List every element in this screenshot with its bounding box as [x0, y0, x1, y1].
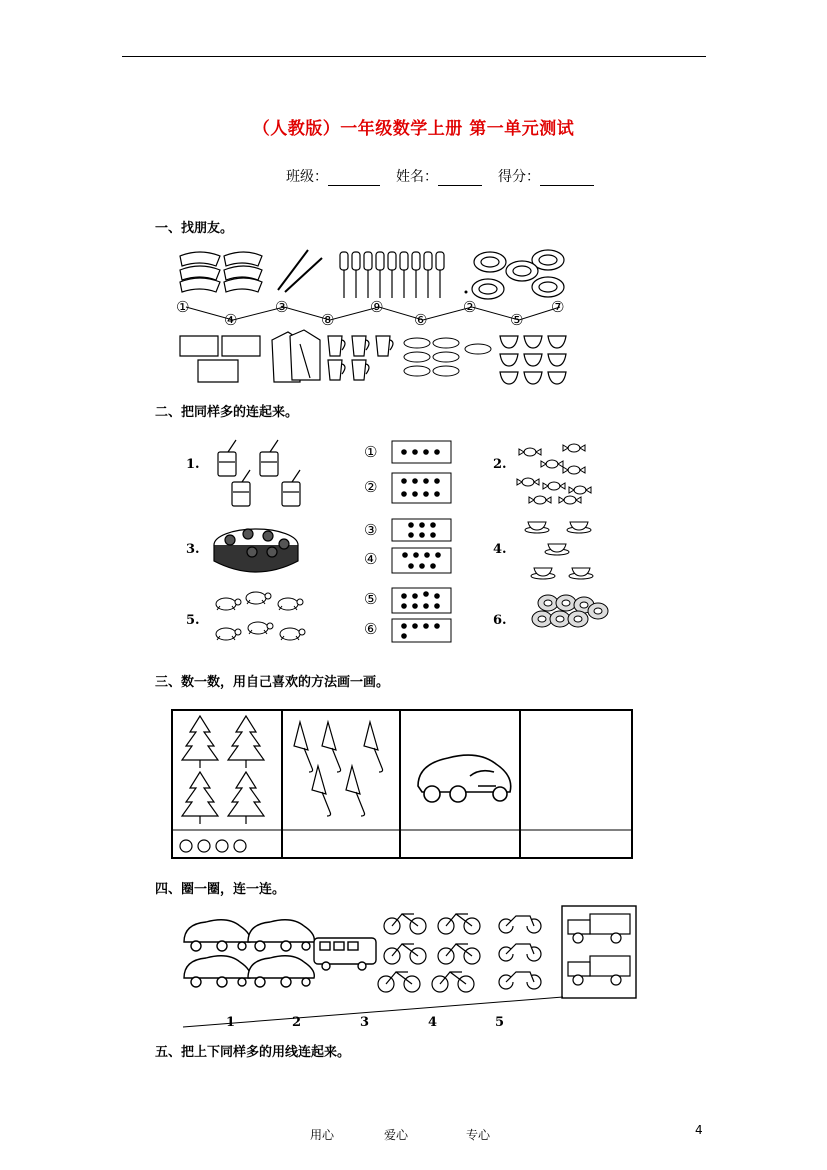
car-icon — [184, 920, 314, 987]
section-1-heading: 一、找朋友。 — [155, 221, 234, 236]
s2-box-label-5: ⑤ — [364, 590, 378, 608]
s4-number-5: 5 — [495, 1015, 505, 1030]
motorcycle-icon — [499, 916, 541, 989]
s2-label-3: 3. — [186, 542, 200, 557]
section-4-heading: 四、圈一圈，连一连。 — [155, 882, 286, 897]
s2-label-6: 6. — [493, 613, 507, 628]
s1-number-7: ② — [463, 298, 477, 316]
footer-text-2: 爱心 — [384, 1128, 409, 1142]
s1-number-8: ⑤ — [510, 311, 524, 329]
s2-box-label-2: ② — [364, 478, 378, 496]
s2-label-1: 1. — [186, 457, 200, 472]
bus-icon — [314, 938, 376, 970]
s4-number-3: 3 — [360, 1015, 370, 1030]
s2-label-4: 4. — [493, 542, 507, 557]
page-title: （人教版）一年级数学上册 第一单元测试 — [252, 119, 575, 139]
score-label: 得分： — [498, 169, 540, 185]
s4-number-2: 2 — [292, 1015, 302, 1030]
section-5-heading: 五、把上下同样多的用线连起来。 — [155, 1045, 351, 1060]
s1-number-5: ⑨ — [370, 298, 384, 316]
s2-label-2: 2. — [493, 457, 507, 472]
section-2-heading: 二、把同样多的连起来。 — [155, 405, 299, 420]
s2-label-5: 5. — [186, 613, 200, 628]
class-label: 班级： — [286, 169, 328, 185]
s1-number-2: ④ — [224, 311, 238, 329]
s1-number-9: ⑦ — [551, 298, 565, 316]
name-label: 姓名： — [396, 169, 438, 185]
s4-number-1: 1 — [226, 1015, 236, 1030]
s1-number-3: ③ — [275, 298, 289, 316]
footer-text-3: 专心 — [466, 1128, 491, 1142]
s2-box-label-3: ③ — [364, 521, 378, 539]
s1-number-6: ⑥ — [414, 311, 428, 329]
s2-box-label-1: ① — [364, 443, 378, 461]
footer-text-1: 用心 — [310, 1128, 335, 1142]
section-3-heading: 三、数一数，用自己喜欢的方法画一画。 — [155, 675, 390, 690]
page-number: 4 — [695, 1123, 703, 1137]
s1-number-4: ⑧ — [321, 311, 335, 329]
s4-number-4: 4 — [428, 1015, 438, 1030]
s1-number-1: ① — [176, 298, 190, 316]
s2-box-label-4: ④ — [364, 550, 378, 568]
s2-box-label-6: ⑥ — [364, 620, 378, 638]
bicycle-icon — [378, 914, 480, 992]
